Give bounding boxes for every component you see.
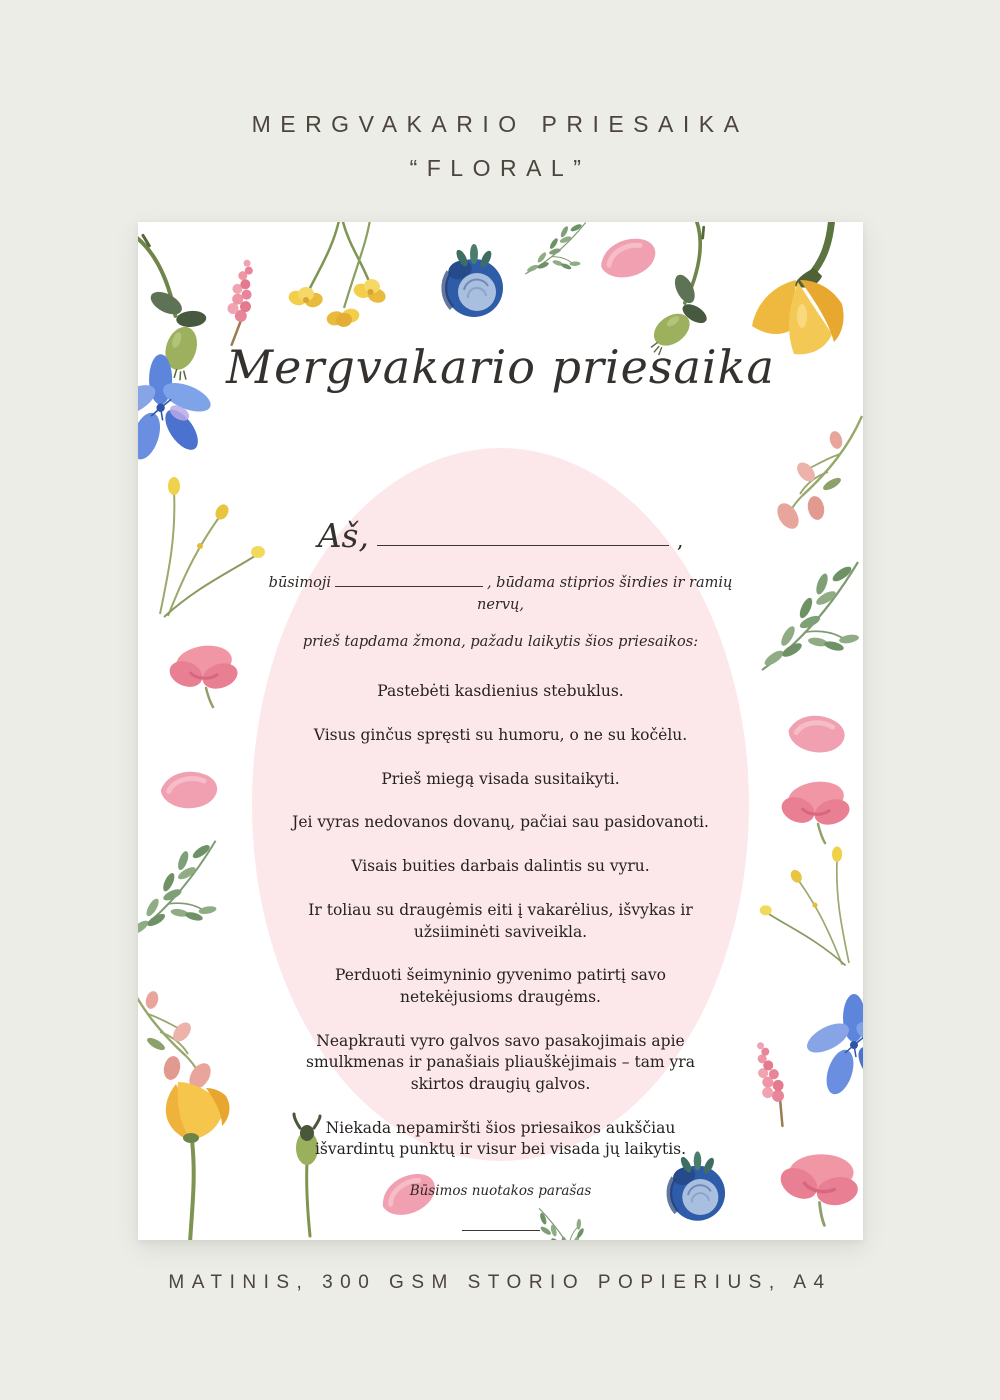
- salutation-comma: ,: [676, 528, 684, 552]
- pink-petal-illustration: [597, 235, 658, 281]
- name-blank-line: [377, 544, 669, 546]
- blue-wildflower-illustration: [803, 994, 863, 1098]
- product-title: [0, 102, 1000, 190]
- yellow-wildflowers-illustration: [160, 477, 265, 617]
- intro-suffix: , būdama stiprios širdies ir ramių nervų,: [477, 575, 733, 614]
- vow-item: Visus ginčus spręsti su humoru, o ne su kočėlu.: [313, 726, 688, 745]
- product-title-line2: “FLORAL”: [409, 155, 591, 181]
- vow-item: Jei vyras nedovanos dovanų, pačiai sau pasidovanoti.: [292, 813, 709, 832]
- vow-item: Visais buities darbais dalintis su vyru.: [351, 857, 650, 876]
- eucalyptus-branch-illustration: [138, 841, 217, 938]
- intro-prefix: būsimoji: [268, 575, 331, 591]
- product-caption: MATINIS, 300 GSM STORIO POPIERIUS, A4: [168, 1272, 832, 1293]
- vow-item: Perduoti šeimyninio gyvenimo patirtį savo netekėjusioms draugėms.: [334, 966, 666, 1006]
- intro-line1: [266, 572, 736, 617]
- pink-petal-illustration: [785, 709, 848, 758]
- poster-title: Mergvakario priesaika: [226, 340, 775, 394]
- pink-poppy-illustration: [166, 642, 241, 707]
- signature-label: Būsimos nuotakos parašas: [409, 1183, 592, 1200]
- salutation-row: [266, 506, 736, 555]
- vow-item: Pastebėti kasdienius stebuklus.: [377, 682, 624, 701]
- pink-petal-illustration: [159, 769, 218, 812]
- vow-item: Ir toliau su draugėmis eiti į vakarėlius, išvykas ir užsiiminėti saviveikla.: [308, 900, 693, 941]
- oath-text-block: [266, 506, 736, 1231]
- yellow-tulip-illustration: [752, 222, 844, 354]
- intro-line2: prieš tapdama žmona, pažadu laikytis šios priesaikos:: [302, 633, 699, 650]
- poster-card: [138, 222, 863, 1240]
- pink-spike-illustration: [748, 1039, 794, 1128]
- yellow-wildflowers-illustration: [760, 847, 849, 966]
- signature-blank-line: [462, 1229, 540, 1231]
- pink-poppy-illustration: [778, 778, 853, 843]
- vow-item: Neapkrauti vyro galvos savo pasakojimais apie smulkmenas ir panašiais pliauškėjimais – tam yra skirtos draugių galvos.: [306, 1031, 695, 1093]
- eucalyptus-sprig-illustration: [525, 222, 586, 281]
- pink-buds-branch-illustration: [138, 976, 215, 1093]
- vow-item: Niekada nepamiršti šios priesaikos aukščiau išvardintų punktų ir visur bei visada jų laikytis.: [314, 1118, 687, 1159]
- pink-buds-branch-illustration: [773, 416, 862, 533]
- salutation-script: Aš,: [317, 516, 369, 555]
- eucalyptus-branch-illustration: [762, 562, 860, 670]
- product-title-line1: MERGVAKARIO PRIESAIKA: [251, 111, 749, 137]
- pink-poppy-illustration: [771, 1144, 863, 1230]
- yellow-buttercups-illustration: [287, 222, 390, 330]
- blue-peony-illustration: [444, 244, 503, 317]
- yellow-poppy-illustration: [166, 1082, 230, 1240]
- vow-item: Prieš miegą visada susitaikyti.: [381, 769, 620, 788]
- surname-blank-line: [335, 585, 483, 587]
- pink-spike-illustration: [221, 258, 259, 347]
